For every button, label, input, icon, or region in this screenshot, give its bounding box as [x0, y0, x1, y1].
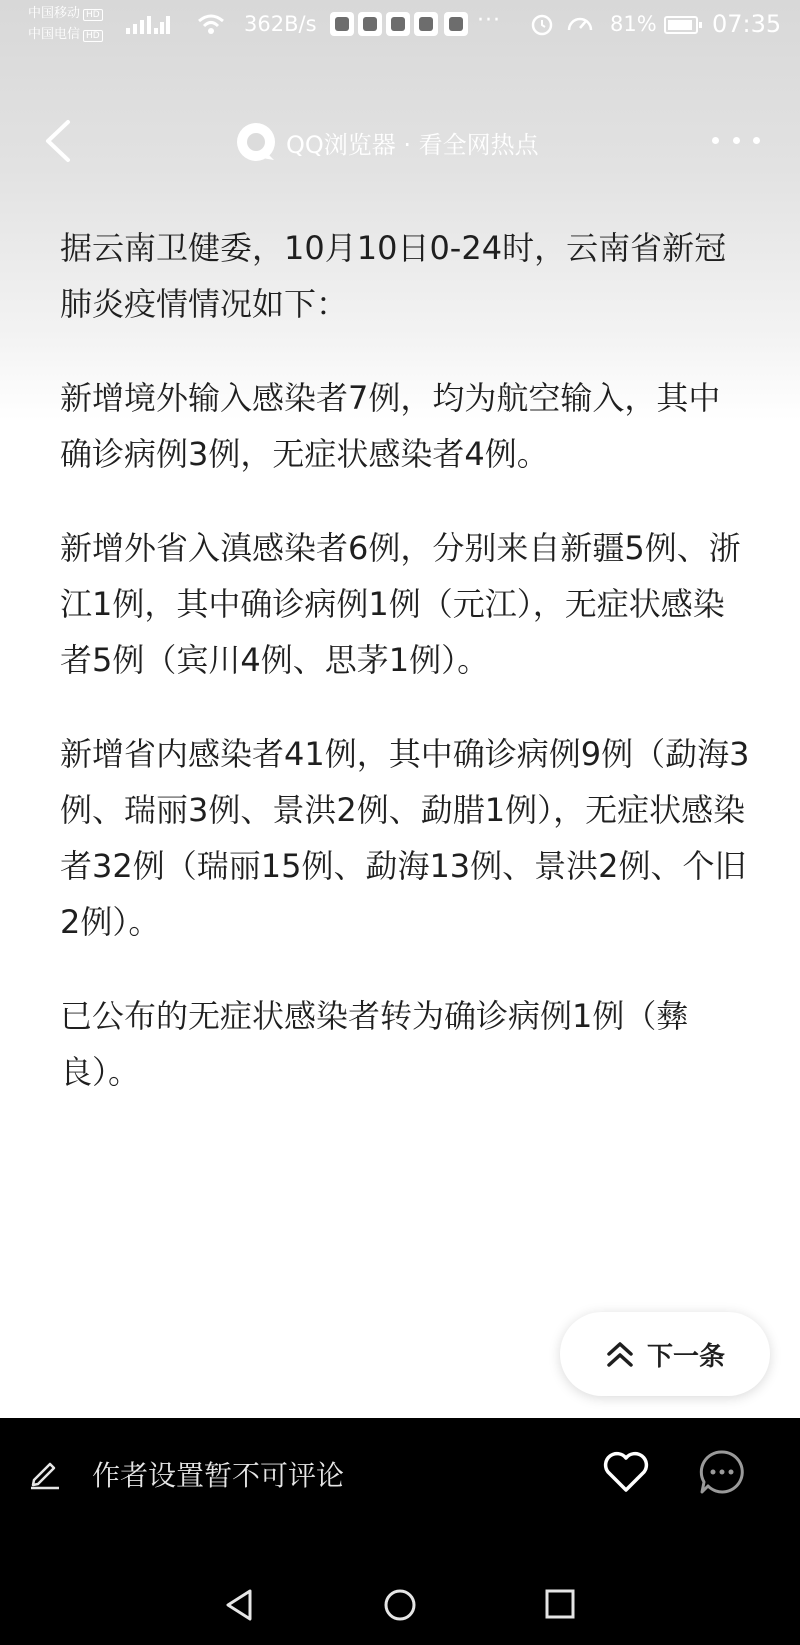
comment-input[interactable]: 作者设置暂不可评论 [92, 1459, 345, 1492]
app-icon [444, 12, 468, 36]
nav-bar [0, 100, 800, 180]
comment-row [0, 1418, 800, 1528]
system-recent-apps-icon[interactable] [544, 1588, 576, 1620]
article-paragraph: 据云南卫健委，10月10日0-24时，云南省新冠肺炎疫情情况如下： [60, 229, 727, 323]
hd-badge: HD [83, 9, 103, 21]
system-nav-bar [0, 1576, 800, 1636]
back-button[interactable] [38, 118, 82, 164]
qq-browser-logo-icon [234, 120, 278, 164]
article-paragraph: 新增省内感染者41例，其中确诊病例9例（勐海3例、瑞丽3例、景洪2例、勐腊1例），无症状感染者32例（瑞丽15例、勐海13例、景洪2例、个旧2例）。 [60, 735, 750, 941]
nav-title: QQ浏览器 · 看全网热点 [286, 130, 539, 159]
carrier-2: 中国电信 [28, 27, 81, 42]
send-icon [386, 12, 410, 36]
nav-title-group[interactable] [234, 120, 539, 164]
battery-percent: 81% [610, 12, 657, 36]
signal-icon [124, 12, 172, 36]
wifi-icon [196, 12, 226, 36]
qq-browser-icon [358, 12, 382, 36]
chat-bubble-icon[interactable] [698, 1448, 746, 1496]
chevrons-up-icon [605, 1340, 635, 1368]
speedometer-icon [566, 12, 594, 36]
clock: 07:35 [712, 10, 782, 38]
bottom-bar [0, 1418, 800, 1645]
penguin-icon [414, 12, 438, 36]
status-bar [0, 0, 800, 50]
carrier-1: 中国移动 [28, 6, 81, 21]
more-dot [712, 137, 719, 144]
more-dot [753, 137, 760, 144]
alarm-icon [530, 12, 554, 36]
system-back-icon[interactable] [224, 1588, 254, 1622]
next-article-button[interactable] [560, 1312, 770, 1396]
battery-icon [664, 16, 698, 34]
next-article-label: 下一条 [646, 1341, 725, 1372]
hd-badge: HD [83, 30, 103, 42]
article-paragraph: 新增外省入滇感染者6例，分别来自新疆5例、浙江1例，其中确诊病例1例（元江），无症状感染者5例（宾川4例、思茅1例）。 [60, 529, 741, 679]
article-body [60, 220, 750, 1138]
article-paragraph: 新增境外输入感染者7例，均为航空输入，其中确诊病例3例，无症状感染者4例。 [60, 379, 721, 473]
more-button[interactable] [712, 130, 760, 150]
more-notifications-icon: ··· [477, 8, 501, 33]
carrier-info [28, 4, 103, 46]
qq-icon [330, 12, 354, 36]
more-dot [733, 137, 740, 144]
pencil-icon [28, 1456, 62, 1490]
article-paragraph: 已公布的无症状感染者转为确诊病例1例（彝良）。 [60, 997, 689, 1091]
heart-icon[interactable] [602, 1450, 650, 1494]
net-speed: 362B/s [244, 12, 317, 36]
system-home-icon[interactable] [383, 1588, 417, 1622]
